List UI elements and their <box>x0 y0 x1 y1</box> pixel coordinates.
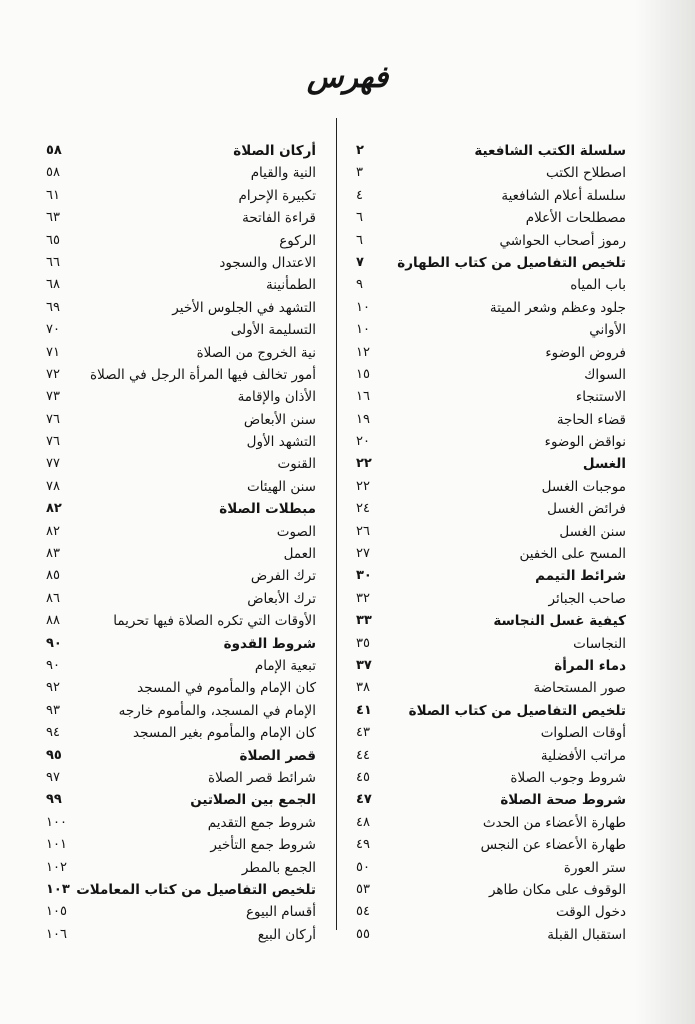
toc-entry <box>356 588 626 610</box>
toc-entry-label: الطمأنينة <box>266 277 316 294</box>
toc-entry-page: ٤٧ <box>356 792 372 808</box>
toc-entry-label: تكبيرة الإحرام <box>238 187 316 204</box>
toc-entry <box>46 677 316 699</box>
toc-entry-label: العمل <box>283 546 316 563</box>
toc-entry-label: التشهد في الجلوس الأخير <box>172 299 316 316</box>
toc-entry <box>356 498 626 520</box>
toc-entry-page: ٨٢ <box>46 501 62 517</box>
toc-entry-label: صاحب الجبائر <box>548 590 626 607</box>
toc-entry-page: ٧٣ <box>46 389 60 405</box>
toc-entry-page: ٥٠ <box>356 859 370 875</box>
toc-entry-label: شرائط التيمم <box>535 568 626 585</box>
toc-entry-page: ٢٢ <box>356 456 372 472</box>
toc-entry-page: ١٦ <box>356 389 370 405</box>
toc-entry-page: ٢٠ <box>356 434 370 450</box>
toc-entry-page: ٦ <box>356 232 363 248</box>
toc-section-heading <box>356 610 626 632</box>
toc-entry <box>46 453 316 475</box>
toc-entry-label: شروط القدوة <box>223 635 316 652</box>
toc-entry-label: الاستنجاء <box>575 389 626 406</box>
toc-entry-page: ٣٠ <box>356 568 372 584</box>
toc-entry-page: ٤٨ <box>356 814 370 830</box>
toc-entry <box>356 431 626 453</box>
toc-entry <box>356 767 626 789</box>
toc-section-heading <box>46 789 316 811</box>
toc-entry-label: الركوع <box>279 232 316 249</box>
toc-column-right <box>356 140 626 946</box>
toc-entry-page: ٩٠ <box>46 635 62 651</box>
toc-entry-page: ٩٤ <box>46 725 60 741</box>
toc-entry-label: ترك الأبعاض <box>247 590 316 607</box>
toc-entry-page: ٢٦ <box>356 523 370 539</box>
toc-section-heading <box>46 498 316 520</box>
toc-entry-label: قصر الصلاة <box>239 747 316 764</box>
toc-entry-page: ٨٦ <box>46 590 60 606</box>
toc-entry-page: ٩٩ <box>46 792 62 808</box>
toc-entry-label: الغسل <box>582 456 626 473</box>
toc-entry <box>356 521 626 543</box>
toc-entry <box>356 364 626 386</box>
toc-entry <box>46 722 316 744</box>
toc-entry <box>46 901 316 923</box>
page-title: فهرس <box>306 60 389 95</box>
toc-entry <box>356 409 626 431</box>
toc-entry-page: ٤٩ <box>356 837 370 853</box>
toc-entry-label: أوقات الصلوات <box>540 725 626 742</box>
toc-entry-label: النجاسات <box>573 635 626 652</box>
toc-entry-label: رموز أصحاب الحواشي <box>499 232 626 249</box>
toc-entry-label: الجمع بالمطر <box>241 859 316 876</box>
toc-entry <box>46 476 316 498</box>
toc-entry-page: ٧٧ <box>46 456 60 472</box>
toc-entry-page: ٥٨ <box>46 165 60 181</box>
toc-entry <box>46 655 316 677</box>
toc-entry <box>46 230 316 252</box>
toc-entry <box>356 677 626 699</box>
toc-entry <box>356 633 626 655</box>
toc-entry-page: ٤٥ <box>356 769 370 785</box>
toc-section-heading <box>356 453 626 475</box>
toc-entry-label: قضاء الحاجة <box>556 411 626 428</box>
toc-entry-label: شروط جمع التأخير <box>210 837 316 854</box>
toc-entry <box>356 745 626 767</box>
toc-entry-page: ٩٣ <box>46 702 60 718</box>
toc-entry-label: شرائط قصر الصلاة <box>208 769 316 786</box>
toc-entry-label: التسليمة الأولى <box>230 322 316 339</box>
toc-entry-page: ٦١ <box>46 187 60 203</box>
toc-entry-page: ٥٨ <box>46 143 62 158</box>
toc-entry-page: ٣٨ <box>356 680 370 696</box>
toc-entry-page: ١٠١ <box>46 837 67 853</box>
toc-entry <box>46 386 316 408</box>
toc-entry <box>356 834 626 856</box>
toc-entry-page: ٦٨ <box>46 277 60 293</box>
toc-entry-page: ٤٤ <box>356 747 370 763</box>
toc-entry-label: سنن الهيئات <box>246 478 316 495</box>
toc-entry-page: ٤١ <box>356 702 372 718</box>
toc-entry <box>46 319 316 341</box>
toc-entry <box>356 230 626 252</box>
toc-entry-page: ٣ <box>356 165 363 181</box>
toc-entry-page: ٧٦ <box>46 434 60 450</box>
toc-entry-label: ستر العورة <box>563 859 626 876</box>
toc-entry-page: ٩٠ <box>46 657 60 673</box>
toc-entry-label: اصطلاح الكتب <box>546 165 626 182</box>
toc-entry <box>356 476 626 498</box>
toc-entry-label: النية والقيام <box>250 165 316 182</box>
toc-entry <box>356 924 626 946</box>
toc-entry <box>356 162 626 184</box>
toc-entry-label: الصوت <box>276 523 316 540</box>
toc-entry-label: كان الإمام والمأموم بغير المسجد <box>133 725 316 742</box>
toc-entry <box>46 700 316 722</box>
toc-entry-label: أمور تخالف فيها المرأة الرجل في الصلاة <box>90 366 316 383</box>
toc-section-heading <box>356 140 626 162</box>
toc-entry <box>46 162 316 184</box>
toc-entry-label: أركان البيع <box>257 926 316 943</box>
toc-entry-label: مبطلات الصلاة <box>219 501 316 518</box>
toc-entry-label: سنن الغسل <box>559 523 626 540</box>
toc-entry-page: ١٠ <box>356 322 370 338</box>
toc-entry-page: ٣٥ <box>356 635 370 651</box>
toc-entry-page: ١٢ <box>356 344 370 360</box>
toc-entry-page: ٢ <box>356 143 364 158</box>
toc-entry <box>46 185 316 207</box>
toc-entry <box>356 901 626 923</box>
toc-entry-page: ٢٤ <box>356 501 370 517</box>
toc-entry-page: ٩٢ <box>46 680 60 696</box>
toc-entry-label: جلود وعظم وشعر الميتة <box>489 299 626 316</box>
toc-entry-page: ٢٧ <box>356 546 370 562</box>
toc-entry <box>46 207 316 229</box>
toc-entry-page: ١٠٣ <box>46 881 70 897</box>
toc-entry-page: ٦٥ <box>46 232 60 248</box>
toc-entry-page: ٦٩ <box>46 299 60 315</box>
toc-entry-page: ١٠ <box>356 299 370 315</box>
toc-entry-label: التشهد الأول <box>246 434 316 451</box>
toc-entry-page: ٧٦ <box>46 411 60 427</box>
toc-entry-label: تلخيص التفاصيل من كتاب الصلاة <box>408 702 626 719</box>
toc-entry <box>46 409 316 431</box>
toc-entry <box>356 543 626 565</box>
toc-entry-label: ترك الفرض <box>250 568 316 585</box>
toc-entry-label: سلسلة الكتب الشافعية <box>474 143 626 159</box>
toc-entry-label: السواك <box>584 366 626 383</box>
toc-entry-page: ٧٨ <box>46 478 60 494</box>
column-divider <box>336 118 337 930</box>
toc-entry-page: ٣٢ <box>356 590 370 606</box>
toc-entry <box>356 722 626 744</box>
toc-entry-label: دخول الوقت <box>556 904 626 921</box>
toc-entry-page: ٢٢ <box>356 478 370 494</box>
toc-entry-label: المسح على الخفين <box>519 546 626 563</box>
toc-entry-label: شروط صحة الصلاة <box>500 792 626 809</box>
toc-entry-page: ٨٨ <box>46 613 60 629</box>
toc-entry-page: ١٥ <box>356 366 370 382</box>
toc-entry-page: ٦٣ <box>46 210 60 226</box>
toc-entry-label: نواقض الوضوء <box>544 434 626 451</box>
toc-entry-label: القنوت <box>277 456 316 473</box>
toc-entry-label: باب المياه <box>570 277 626 294</box>
toc-entry-page: ٨٢ <box>46 523 60 539</box>
toc-entry-page: ٩٥ <box>46 747 62 763</box>
toc-entry-label: طهارة الأعضاء من الحدث <box>482 814 626 831</box>
toc-entry <box>46 252 316 274</box>
toc-entry <box>356 812 626 834</box>
toc-entry-label: شروط وجوب الصلاة <box>510 769 626 786</box>
toc-section-heading <box>46 633 316 655</box>
toc-entry-label: سلسلة أعلام الشافعية <box>501 187 626 204</box>
toc-entry <box>356 857 626 879</box>
toc-entry-label: الأواني <box>589 322 626 339</box>
toc-entry-page: ٥٤ <box>356 904 370 920</box>
toc-entry-label: كان الإمام والمأموم في المسجد <box>137 680 316 697</box>
toc-entry-page: ٦٦ <box>46 254 60 270</box>
toc-entry-page: ٥٣ <box>356 881 370 897</box>
toc-entry-label: الاعتدال والسجود <box>219 254 316 271</box>
toc-section-heading <box>356 655 626 677</box>
toc-entry-page: ٨٥ <box>46 568 60 584</box>
toc-entry-label: الإمام في المسجد، والمأموم خارجه <box>118 702 316 719</box>
toc-section-heading <box>46 879 316 901</box>
toc-entry-page: ٣٣ <box>356 613 372 629</box>
toc-entry-label: موجبات الغسل <box>541 478 626 495</box>
toc-entry-page: ٣٧ <box>356 657 372 673</box>
toc-entry <box>46 924 316 946</box>
toc-entry-page: ٧١ <box>46 344 60 360</box>
toc-entry <box>46 521 316 543</box>
toc-entry-page: ٦ <box>356 210 363 226</box>
toc-entry-label: فروض الوضوء <box>545 344 626 361</box>
toc-entry <box>356 386 626 408</box>
toc-entry-label: قراءة الفاتحة <box>242 210 316 227</box>
page-edge-shadow <box>635 0 695 1024</box>
toc-entry <box>356 207 626 229</box>
toc-entry-page: ١٠٢ <box>46 859 67 875</box>
toc-entry <box>46 565 316 587</box>
toc-entry-label: الأوقات التي تكره الصلاة فيها تحريما <box>113 613 316 630</box>
toc-column-left <box>46 140 316 946</box>
toc-entry <box>46 431 316 453</box>
toc-entry <box>46 834 316 856</box>
toc-entry-label: تلخيص التفاصيل من كتاب المعاملات <box>76 881 316 898</box>
toc-section-heading <box>356 700 626 722</box>
toc-section-heading <box>356 565 626 587</box>
toc-entry <box>356 879 626 901</box>
toc-entry-page: ١٠٠ <box>46 814 67 830</box>
toc-entry-label: مراتب الأفضلية <box>540 747 626 764</box>
toc-entry-page: ١٠٥ <box>46 904 67 920</box>
toc-entry <box>356 297 626 319</box>
toc-entry-page: ٤٣ <box>356 725 370 741</box>
toc-entry <box>46 364 316 386</box>
toc-entry <box>356 342 626 364</box>
toc-entry <box>356 185 626 207</box>
toc-entry <box>46 767 316 789</box>
toc-entry-page: ٧ <box>356 254 364 270</box>
toc-entry-label: شروط جمع التقديم <box>207 814 316 831</box>
toc-entry-page: ٩ <box>356 277 363 293</box>
toc-entry-label: استقبال القبلة <box>547 926 626 943</box>
toc-entry-label: صور المستحاضة <box>533 680 626 697</box>
toc-entry-label: الأذان والإقامة <box>237 389 316 406</box>
toc-entry <box>46 543 316 565</box>
toc-section-heading <box>46 140 316 162</box>
toc-entry-label: الوقوف على مكان طاهر <box>488 881 626 898</box>
toc-entry-page: ٥٥ <box>356 926 370 942</box>
toc-entry-label: مصطلحات الأعلام <box>525 210 626 227</box>
toc-entry <box>46 812 316 834</box>
toc-entry-page: ٩٧ <box>46 769 60 785</box>
toc-entry-label: أقسام البيوع <box>245 904 316 921</box>
toc-entry-label: طهارة الأعضاء عن النجس <box>480 837 626 854</box>
toc-entry <box>46 274 316 296</box>
toc-entry-page: ١٩ <box>356 411 370 427</box>
toc-entry-page: ٧٢ <box>46 366 60 382</box>
toc-entry <box>46 297 316 319</box>
toc-entry <box>356 274 626 296</box>
toc-entry-label: نية الخروج من الصلاة <box>196 344 316 361</box>
toc-entry-label: أركان الصلاة <box>233 143 316 159</box>
toc-entry-page: ٧٠ <box>46 322 60 338</box>
toc-section-heading <box>46 745 316 767</box>
toc-entry <box>46 610 316 632</box>
toc-entry <box>46 588 316 610</box>
toc-entry-label: الجمع بين الصلاتين <box>190 792 316 809</box>
toc-section-heading <box>356 789 626 811</box>
toc-entry <box>356 319 626 341</box>
toc-entry-page: ٤ <box>356 187 363 203</box>
toc-entry-label: فرائض الغسل <box>547 501 626 518</box>
toc-entry-page: ٨٣ <box>46 546 60 562</box>
toc-entry-label: دماء المرأة <box>554 657 626 674</box>
toc-entry-label: سنن الأبعاض <box>243 411 316 428</box>
toc-entry-label: تبعية الإمام <box>254 657 316 674</box>
toc-entry-page: ١٠٦ <box>46 926 67 942</box>
toc-entry <box>46 342 316 364</box>
toc-entry-label: كيفية غسل النجاسة <box>493 613 626 630</box>
toc-entry <box>46 857 316 879</box>
toc-section-heading <box>356 252 626 274</box>
toc-entry-label: تلخيص التفاصيل من كتاب الطهارة <box>397 254 626 271</box>
